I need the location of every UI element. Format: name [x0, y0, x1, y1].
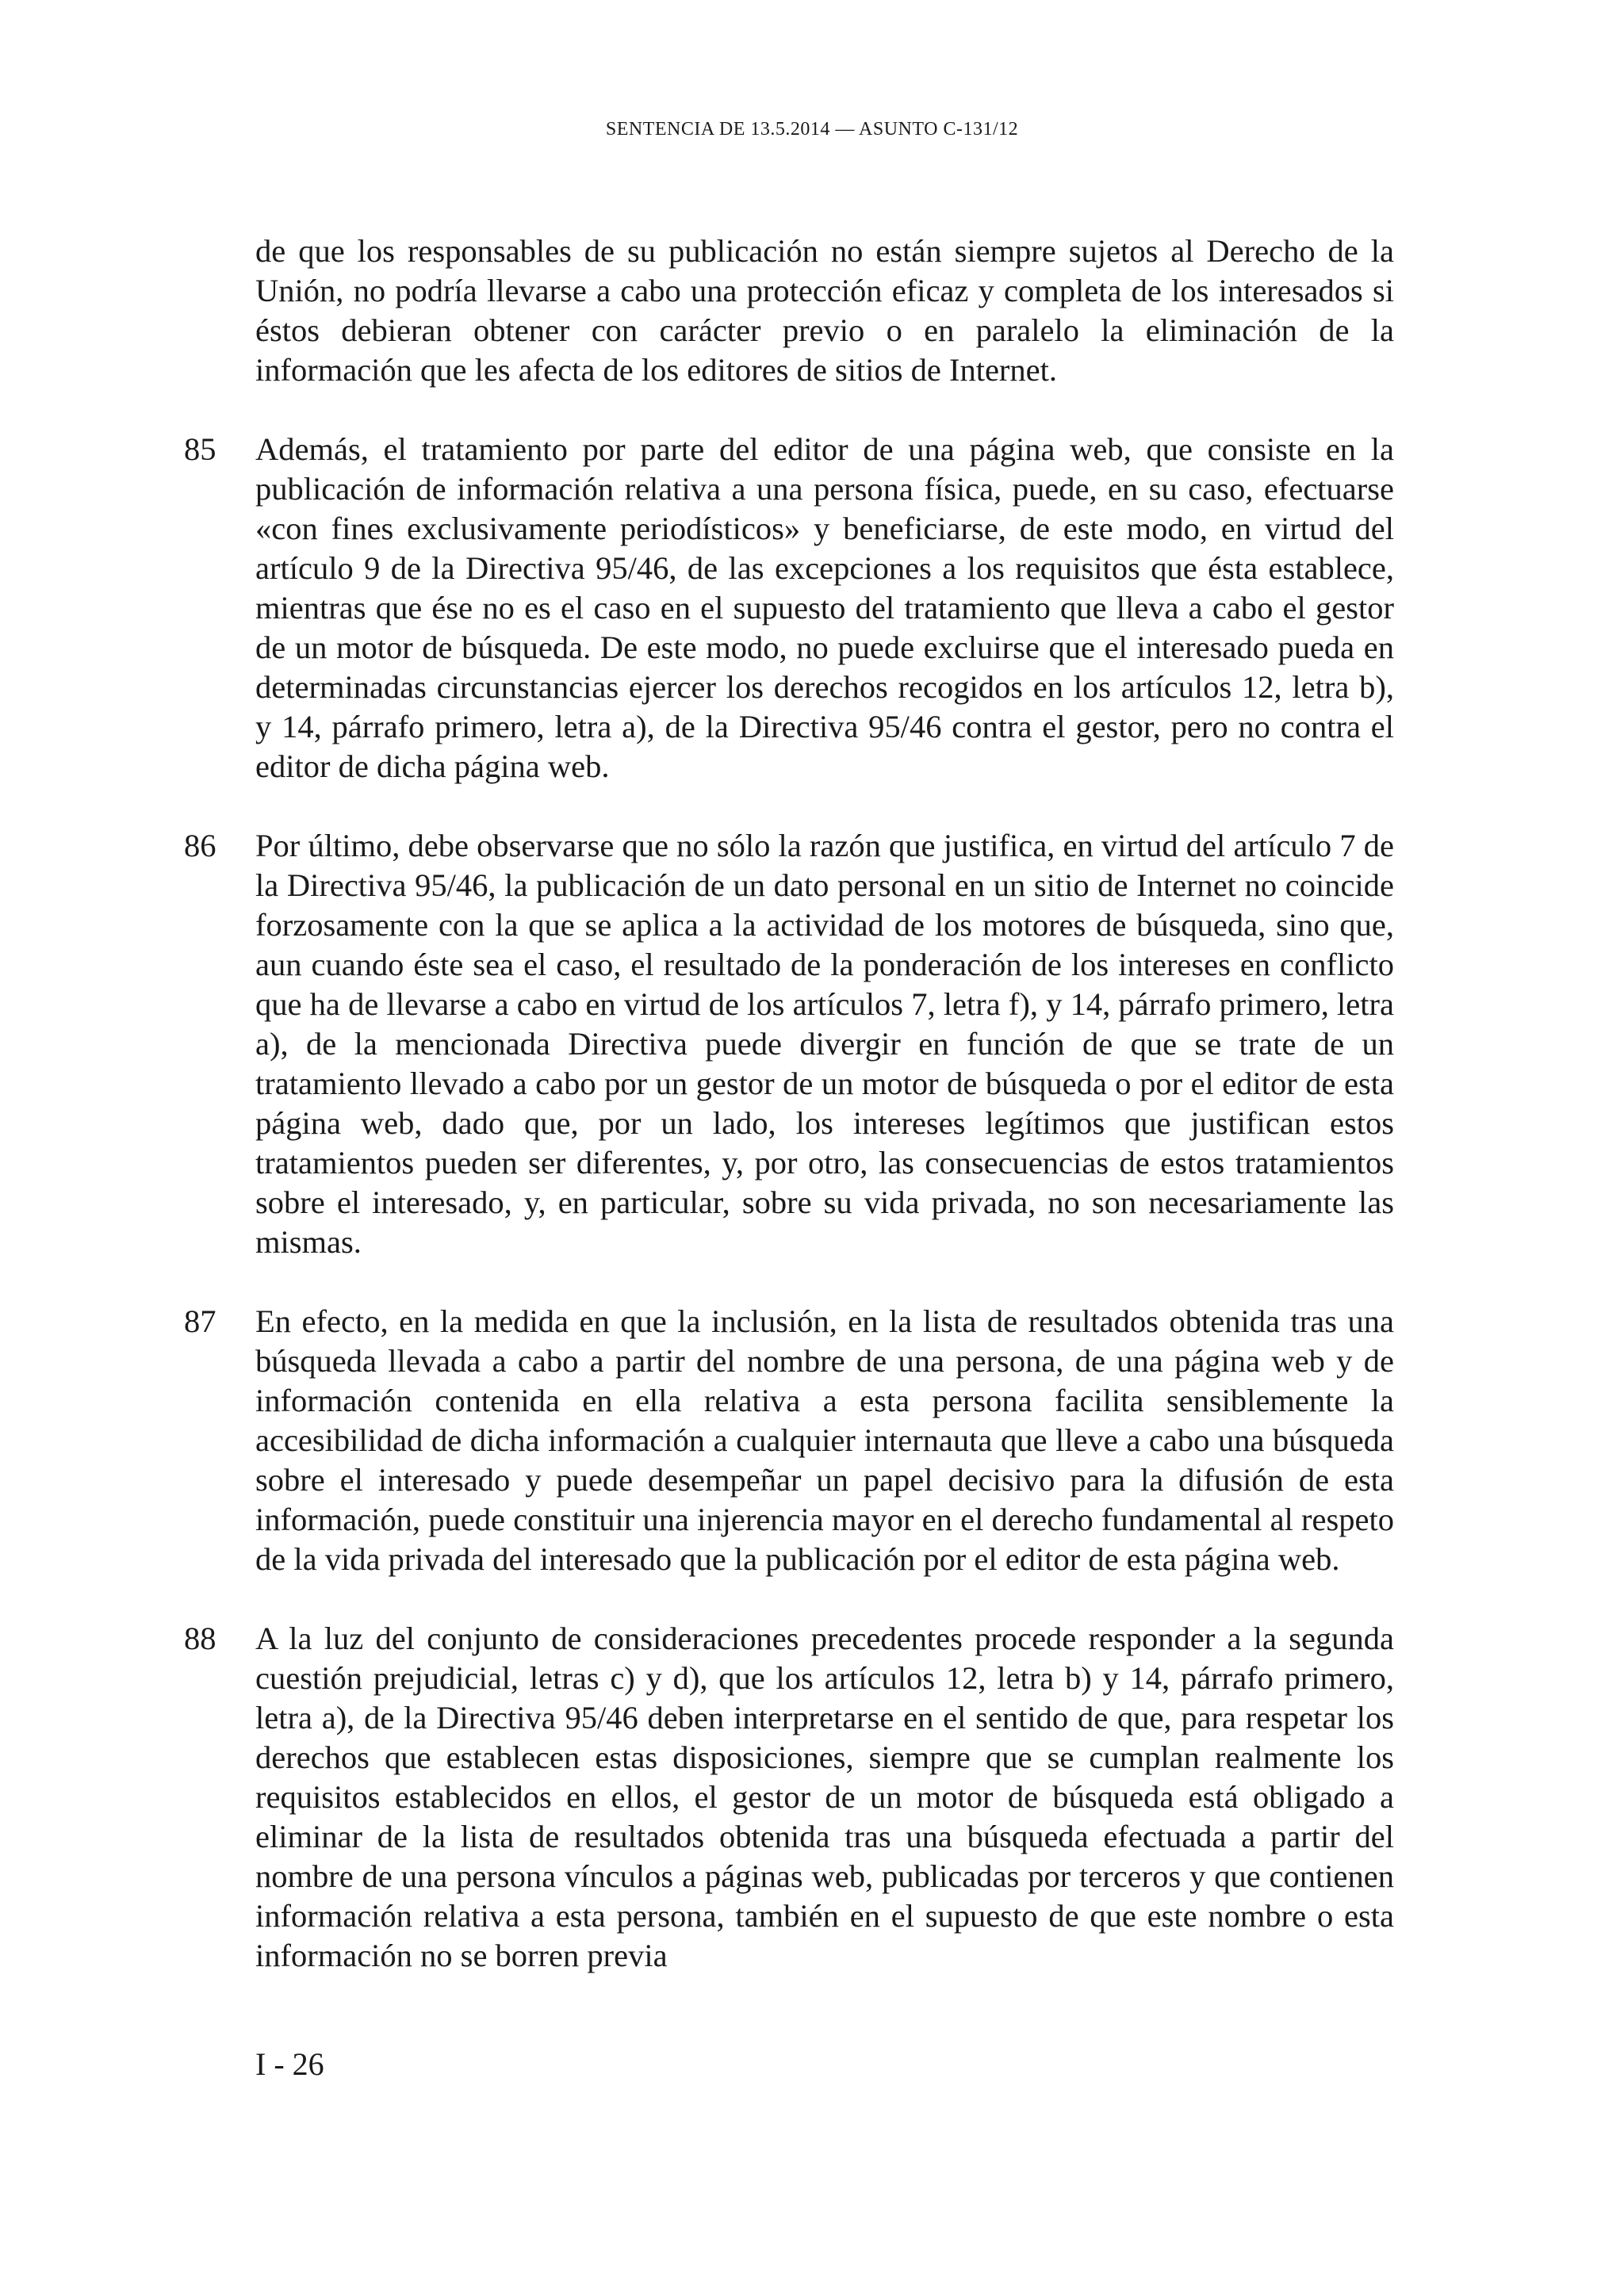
paragraph-number: 88 — [184, 1621, 216, 1656]
running-header: SENTENCIA DE 13.5.2014 — ASUNTO C-131/12 — [605, 119, 1019, 140]
paragraph-text: Por último, debe observarse que no sólo la razón que justifica, en virtud del artículo 7 de la Directiva 95/46, la publicación de un dato personal en un sitio de Internet no coincide forzosamente con la que se aplica a la actividad de los motores de búsqueda, sino que, aun cuando éste sea el caso, el resultado de la ponderación de los intereses en conflicto que ha de llevarse a cabo en virtud de los artículos 7, letra f), y 14, párrafo primero, letra a), de la mencionada Directiva puede divergir en función de que se trate de un tratamiento llevado a cabo por un gestor de un motor de búsqueda o por el editor de esta página web, dado que, por un lado, los intereses legítimos que justifican estos tratamientos pueden ser diferentes, y, por otro, las consecuencias de estos tratamientos sobre el interesado, y, en particular, sobre su vida privada, no son necesariamente las mismas. — [255, 828, 1394, 1260]
paragraph-text: En efecto, en la medida en que la inclusión, en la lista de resultados obtenida tras una búsqueda llevada a cabo a partir del nombre de una persona, de una página web y de información contenida en ella relativa a esta persona facilita sensiblemente la accesibilidad de dicha información a cualquier internauta que lleve a cabo una búsqueda sobre el interesado y puede desempeñar un papel decisivo para la difusión de esta información, puede constituir una injerencia mayor en el derecho fundamental al respeto de la vida privada del interesado que la publicación por el editor de esta página web. — [255, 1303, 1394, 1577]
paragraph-85 — [184, 430, 1394, 786]
paragraph-number: 86 — [184, 828, 216, 863]
paragraph-text: Además, el tratamiento por parte del editor de una página web, que consiste en la publicación de información relativa a una persona física, puede, en su caso, efectuarse «con fines exclusivamente periodísticos» y beneficiarse, de este modo, en virtud del artículo 9 de la Directiva 95/46, de las excepciones a los requisitos que ésta establece, mientras que ése no es el caso en el supuesto del tratamiento que lleva a cabo el gestor de un motor de búsqueda. De este modo, no puede excluirse que el interesado pueda en determinadas circunstancias ejercer los derechos recogidos en los artículos 12, letra b), y 14, párrafo primero, letra a), de la Directiva 95/46 contra el gestor, pero no contra el editor de dicha página web. — [255, 431, 1394, 784]
paragraph-88 — [184, 1619, 1394, 1976]
paragraph-87 — [184, 1302, 1394, 1579]
paragraph-86 — [184, 826, 1394, 1262]
page-number: I - 26 — [255, 2046, 324, 2082]
continuation-paragraph: de que los responsables de su publicación no están siempre sujetos al Derecho de la Unión, no podría llevarse a cabo una protección eficaz y completa de los interesados si éstos debieran obtener con carácter previo o en paralelo la eliminación de la información que les afecta de los editores de sitios de Internet. — [255, 233, 1394, 388]
paragraph-number: 87 — [184, 1303, 216, 1339]
paragraph-text: A la luz del conjunto de consideraciones precedentes procede responder a la segunda cuestión prejudicial, letras c) y d), que los artículos 12, letra b) y 14, párrafo primero, letra a), de la Directiva 95/46 deben interpretarse en el sentido de que, para respetar los derechos que establecen estas disposiciones, siempre que se cumplan realmente los requisitos establecidos en ellos, el gestor de un motor de búsqueda está obligado a eliminar de la lista de resultados obtenida tras una búsqueda efectuada a partir del nombre de una persona vínculos a páginas web, publicadas por terceros y que contienen información relativa a esta persona, también en el supuesto de que este nombre o esta información no se borren previa — [255, 1621, 1394, 1973]
paragraph-number: 85 — [184, 431, 216, 467]
judgment-body — [184, 232, 1394, 2015]
